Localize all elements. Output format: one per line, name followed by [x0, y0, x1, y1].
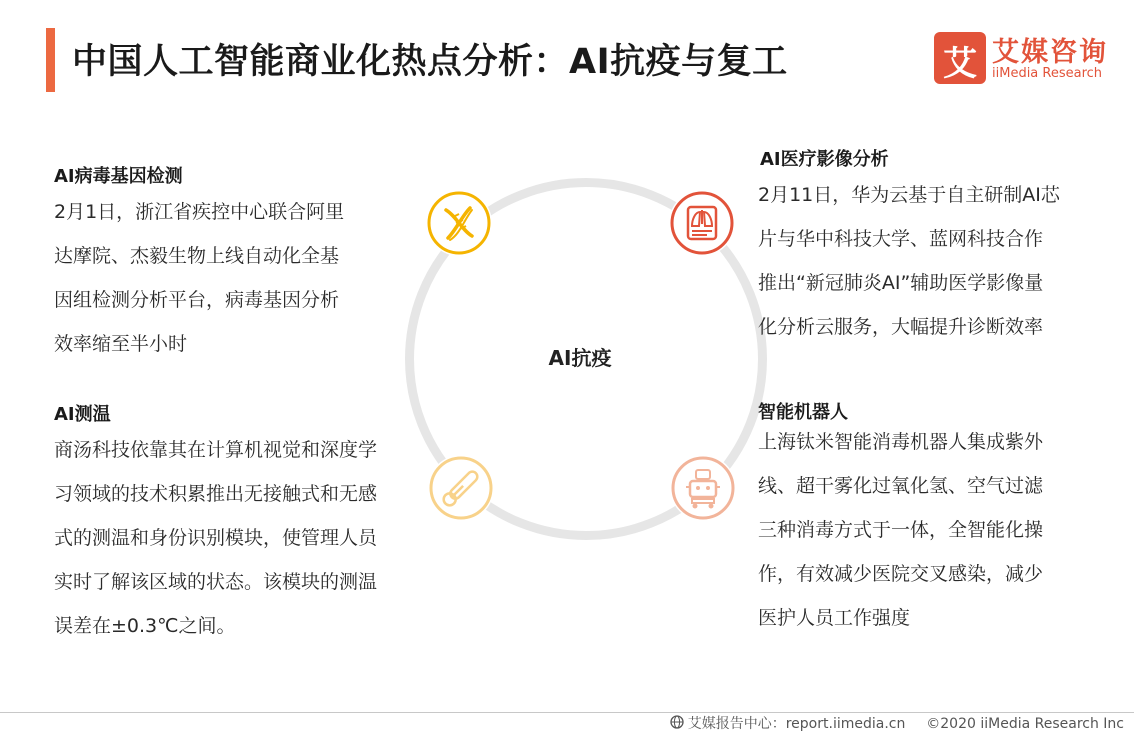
section-body-gene-detection: 2月1日，浙江省疾控中心联合阿里 达摩院、杰毅生物上线自动化全基 因组检测分析平台，病毒基因分析 效率缩至半小时 — [54, 201, 345, 355]
lung-scan-icon — [669, 190, 735, 256]
thermometer-icon — [428, 455, 494, 521]
logo-name-cn: 艾媒咨询 — [992, 37, 1108, 68]
globe-icon — [670, 715, 684, 733]
footer-source: 艾媒报告中心：report.iimedia.cn — [687, 716, 906, 732]
section-title-robot: 智能机器人 — [758, 402, 848, 423]
title-accent-bar — [46, 28, 55, 92]
logo-name-en: iiMedia Research — [992, 66, 1103, 81]
center-label: AI抗疫 — [548, 346, 612, 370]
logo-mark-icon: 艾 — [934, 32, 986, 84]
section-title-temperature: AI测温 — [54, 404, 111, 425]
section-body-robot: 上海钛米智能消毒机器人集成紫外 线、超干雾化过氧化氢、空气过滤 三种消毒方式于一体，全智能化操 作，有效减少医院交叉感染，减少 医护人员工作强度 — [758, 431, 1044, 629]
section-body-temperature: 商汤科技依靠其在计算机视觉和深度学 习领域的技术积累推出无接触式和无感 式的测温和身份识别模块，使管理人员 实时了解该区域的状态。该模块的测温 误差在±0.3℃之间。 — [54, 439, 378, 637]
section-body-medical-imaging: 2月11日，华为云基于自主研制AI芯 片与华中科技大学、蓝网科技合作 推出“新冠肺炎AI”辅助医学影像量 化分析云服务，大幅提升诊断效率 — [758, 184, 1060, 338]
footer — [670, 713, 1124, 733]
robot-icon — [670, 455, 736, 521]
page-title: 中国人工智能商业化热点分析：AI抗疫与复工 — [72, 42, 788, 82]
dna-icon — [426, 190, 492, 256]
brand-logo — [934, 30, 1114, 86]
footer-copyright: ©2020 iiMedia Research Inc — [926, 716, 1124, 732]
section-title-medical-imaging: AI医疗影像分析 — [760, 149, 889, 170]
section-title-gene-detection: AI病毒基因检测 — [54, 166, 183, 187]
